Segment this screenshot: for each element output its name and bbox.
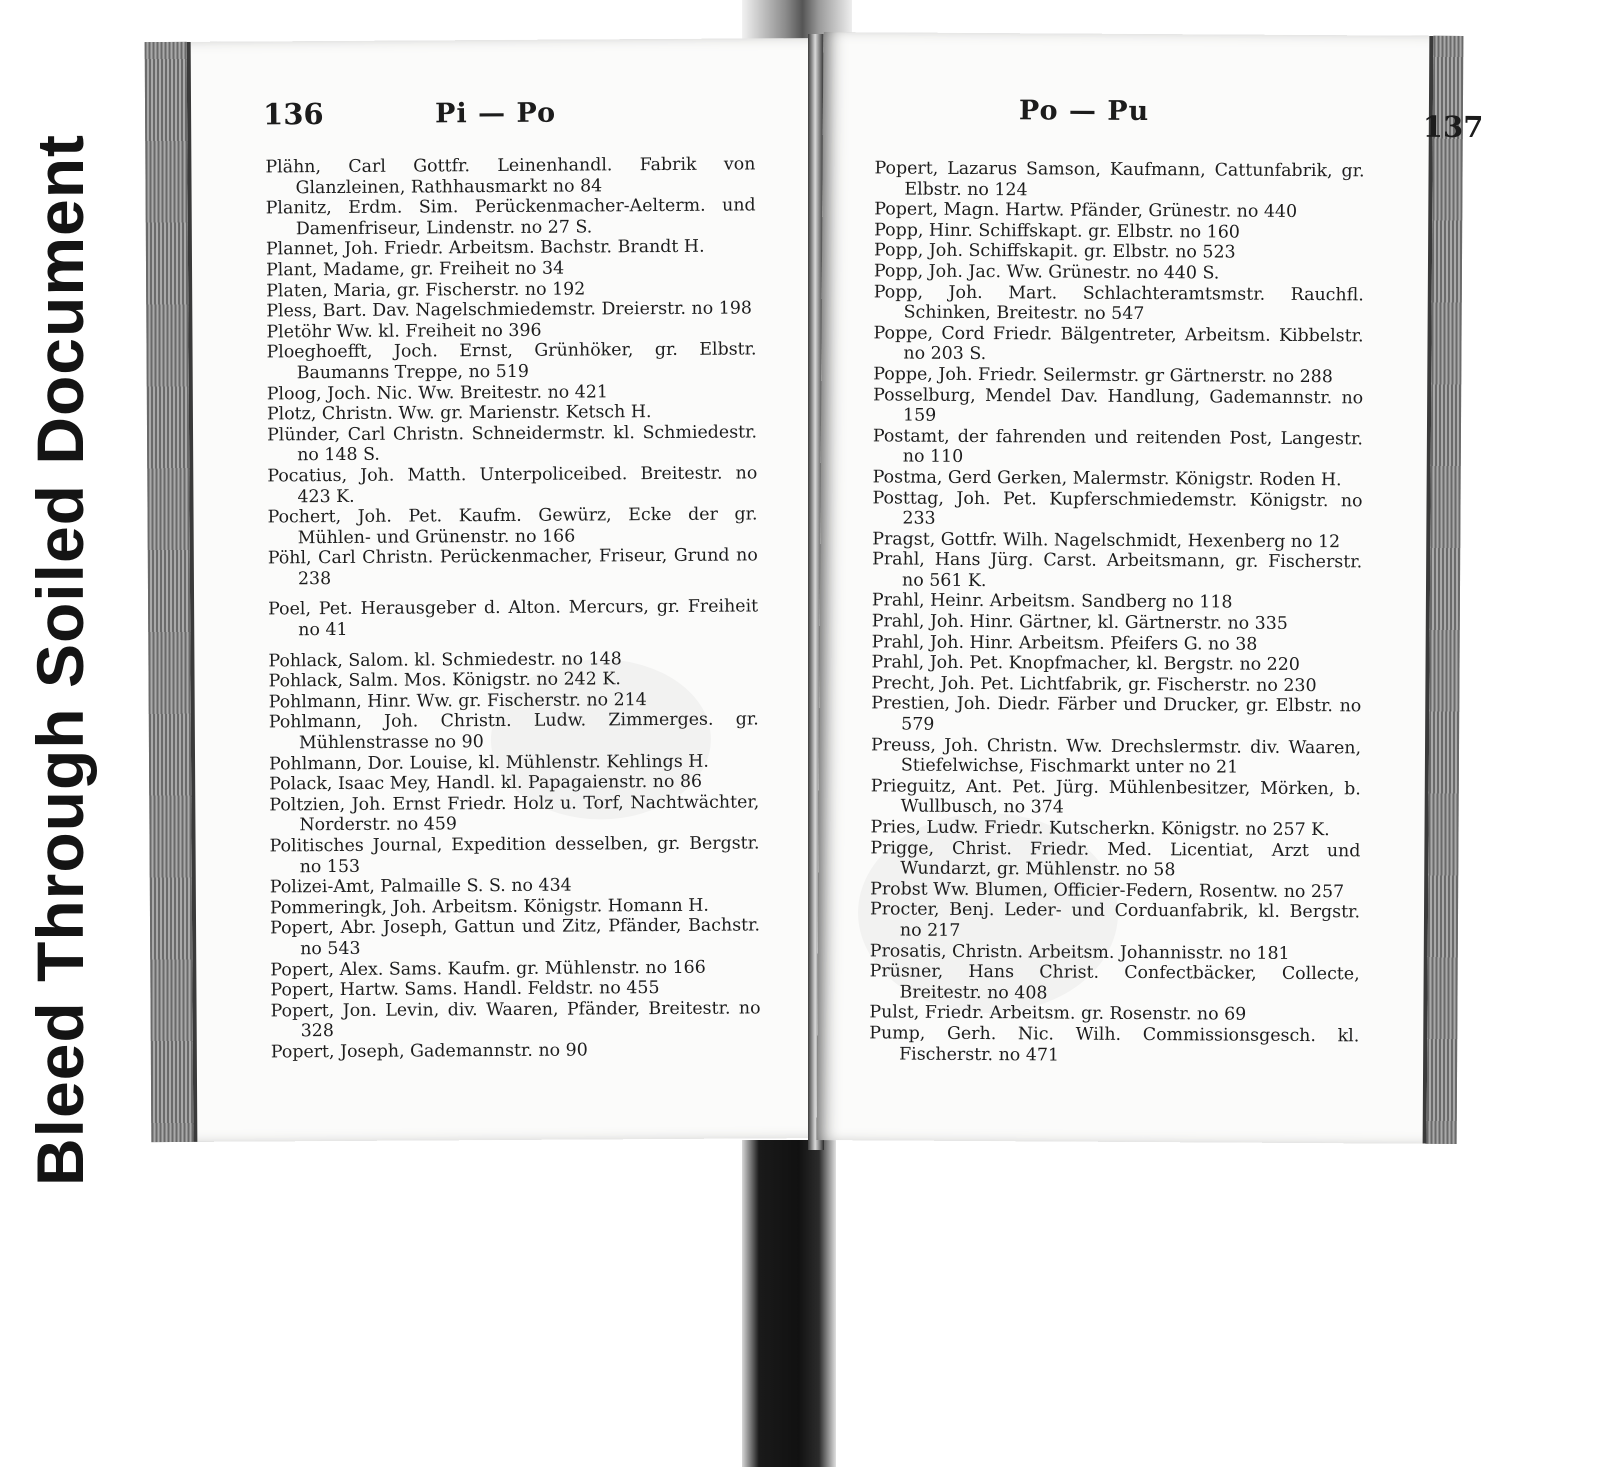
directory-entry: Pöhl, Carl Christn. Perückenmacher, Friseur, Grund no 238 xyxy=(267,545,758,590)
directory-entry: Probst Ww. Blumen, Officier-Federn, Rosentw. no 257 xyxy=(870,879,1345,903)
directory-entry: Plünder, Carl Christn. Schneidermstr. kl. Schmiedestr. no 148 S. xyxy=(266,422,758,466)
directory-entry: Posttag, Joh. Pet. Kupferschmiedemstr. Königstr. no 233 xyxy=(872,487,1363,529)
directory-entry: Pohlack, Salm. Mos. Königstr. no 242 K. xyxy=(268,669,621,692)
directory-entry: Pries, Ludw. Friedr. Kutscherkn. Königstr. no 257 K. xyxy=(870,817,1330,841)
left-entry-list xyxy=(265,154,761,1063)
left-page xyxy=(145,38,854,1142)
directory-entry: Planitz, Erdm. Sim. Perückenmacher-Aelterm. und Damenfriseur, Lindenstr. no 27 S. xyxy=(265,195,756,240)
directory-entry: Popert, Lazarus Samson, Kaufmann, Cattunfabrik, gr. Elbstr. no 124 xyxy=(874,158,1365,200)
directory-entry: Pulst, Friedr. Arbeitsm. gr. Rosenstr. no 69 xyxy=(869,1002,1247,1026)
right-page-range: Po — Pu xyxy=(1018,95,1150,128)
directory-entry: Posselburg, Mendel Dav. Handlung, Gademannstr. no 159 xyxy=(873,384,1364,426)
directory-entry: Prahl, Joh. Hinr. Arbeitsm. Pfeifers G. no 38 xyxy=(871,632,1258,655)
condition-label-text: Bleed Through Soiled Document xyxy=(23,133,97,1187)
scanner-strip-bottom xyxy=(742,1140,836,1467)
directory-entry: Pommeringk, Joh. Arbeitsm. Königstr. Homann H. xyxy=(269,895,709,919)
directory-entry: Prigge, Christ. Friedr. Med. Licentiat, Arzt und Wundarzt, gr. Mühlenstr. no 58 xyxy=(870,837,1361,881)
right-page-number: 137 xyxy=(1422,109,1484,145)
left-page-range: Pi — Po xyxy=(434,97,557,130)
directory-entry: Popert, Hartw. Sams. Handl. Feldstr. no 455 xyxy=(270,978,660,1001)
left-page-edge xyxy=(145,42,194,1142)
directory-entry: Prahl, Joh. Hinr. Gärtner, kl. Gärtnerstr. no 335 xyxy=(871,611,1288,634)
right-page-edge xyxy=(1427,36,1464,1144)
directory-entry: Prieguitz, Ant. Pet. Jürg. Mühlenbesitzer, Mörken, b. Wullbusch, no 374 xyxy=(870,776,1361,818)
directory-entry: Polack, Isaac Mey, Handl. kl. Papagaienstr. no 86 xyxy=(269,771,703,795)
directory-entry: Pochert, Joh. Pet. Kaufm. Gewürz, Ecke der gr. Mühlen- und Grünenstr. no 166 xyxy=(267,504,758,548)
directory-entry: Precht, Joh. Pet. Lichtfabrik, gr. Fischerstr. no 230 xyxy=(871,673,1317,696)
directory-entry: Poltzien, Joh. Ernst Friedr. Holz u. Torf, Nachtwächter, Norderstr. no 459 xyxy=(269,792,760,836)
directory-entry: Postma, Gerd Gerken, Malermstr. Königstr. Roden H. xyxy=(872,467,1342,491)
directory-entry: Poel, Pet. Herausgeber d. Alton. Mercurs, gr. Freiheit no 41 xyxy=(268,596,759,641)
right-page-header xyxy=(823,88,1484,145)
directory-entry: Polizei-Amt, Palmaille S. S. no 434 xyxy=(269,875,572,898)
directory-entry: Plant, Madame, gr. Freiheit no 34 xyxy=(265,258,565,281)
directory-entry: Postamt, der fahrenden und reitenden Post, Langestr. no 110 xyxy=(872,426,1363,468)
directory-entry: Pohlmann, Dor. Louise, kl. Mühlenstr. Kehlings H. xyxy=(268,751,710,775)
directory-entry: Popert, Abr. Joseph, Gattun und Zitz, Pfänder, Bachstr. no 543 xyxy=(270,915,761,960)
directory-entry: Popp, Joh. Mart. Schlachteramtsmstr. Rauchfl. Schinken, Breitestr. no 547 xyxy=(873,281,1364,325)
directory-entry: Pohlmann, Joh. Christn. Ludw. Zimmerges. gr. Mühlenstrasse no 90 xyxy=(268,709,759,754)
directory-entry: Plähn, Carl Gottfr. Leinenhandl. Fabrik von Glanzleinen, Rathhausmarkt no 84 xyxy=(265,154,756,198)
directory-entry: Procter, Benj. Leder- und Corduanfabrik, kl. Bergstr. no 217 xyxy=(869,899,1361,941)
directory-entry: Pump, Gerh. Nic. Wilh. Commissionsgesch. kl. Fischerstr. no 471 xyxy=(869,1023,1360,1066)
right-entry-list xyxy=(869,158,1365,1067)
directory-entry: Poppe, Cord Friedr. Bälgentreter, Arbeitsm. Kibbelstr. no 203 S. xyxy=(873,323,1364,365)
directory-entry: Popert, Alex. Sams. Kaufm. gr. Mühlenstr. no 166 xyxy=(270,957,706,980)
directory-entry: Platen, Maria, gr. Fischerstr. no 192 xyxy=(266,279,586,301)
right-page xyxy=(817,32,1484,1144)
directory-entry: Prüsner, Hans Christ. Confectbäcker, Collecte, Breitestr. no 408 xyxy=(869,961,1360,1004)
directory-entry: Prosatis, Christn. Arbeitsm. Johannisstr. no 181 xyxy=(869,940,1290,964)
directory-entry: Prahl, Joh. Pet. Knopfmacher, kl. Bergstr. no 220 xyxy=(871,652,1300,676)
directory-entry: Prahl, Heinr. Arbeitsm. Sandberg no 118 xyxy=(871,590,1233,614)
directory-entry: Popp, Joh. Jac. Ww. Grünestr. no 440 S. xyxy=(873,261,1220,284)
left-page-number: 136 xyxy=(262,97,324,132)
directory-entry: Pragst, Gottfr. Wilh. Nagelschmidt, Hexenberg no 12 xyxy=(872,529,1341,552)
directory-entry: Prestien, Joh. Diedr. Färber und Drucker, gr. Elbstr. no 579 xyxy=(871,693,1362,735)
left-page-header xyxy=(187,94,847,138)
directory-entry: Plotz, Christn. Ww. gr. Marienstr. Ketsch H. xyxy=(266,402,652,425)
open-book xyxy=(148,24,1484,1144)
directory-entry: Popp, Joh. Schiffskapit. gr. Elbstr. no 523 xyxy=(873,240,1236,263)
directory-entry: Preuss, Joh. Christn. Ww. Drechslermstr. div. Waaren, Stiefelwichse, Fischmarkt unter no 21 xyxy=(870,734,1362,778)
condition-label xyxy=(2,70,118,1187)
directory-entry: Poppe, Joh. Friedr. Seilermstr. gr Gärtnerstr. no 288 xyxy=(873,364,1333,388)
directory-entry: Pocatius, Joh. Matth. Unterpoliceibed. Breitestr. no 423 K. xyxy=(267,463,758,507)
directory-entry: Pohlmann, Hinr. Ww. gr. Fischerstr. no 214 xyxy=(268,689,647,713)
directory-entry: Popp, Hinr. Schiffskapt. gr. Elbstr. no 160 xyxy=(874,220,1240,243)
directory-entry: Ploeghoefft, Joch. Ernst, Grünhöker, gr. Elbstr. Baumanns Treppe, no 519 xyxy=(266,339,757,384)
directory-entry: Politisches Journal, Expedition desselben, gr. Bergstr. no 153 xyxy=(269,833,760,877)
directory-entry: Pohlack, Salom. kl. Schmiedestr. no 148 xyxy=(268,648,622,672)
directory-entry: Popert, Magn. Hartw. Pfänder, Grünestr. no 440 xyxy=(874,199,1298,223)
directory-entry: Pless, Bart. Dav. Nagelschmiedemstr. Dreierstr. no 198 xyxy=(266,298,752,322)
directory-entry: Popert, Jon. Levin, div. Waaren, Pfänder, Breitestr. no 328 xyxy=(270,998,761,1042)
directory-entry: Popert, Joseph, Gademannstr. no 90 xyxy=(270,1040,588,1063)
directory-entry: Pletöhr Ww. kl. Freiheit no 396 xyxy=(266,320,542,343)
directory-entry: Plannet, Joh. Friedr. Arbeitsm. Bachstr. Brandt H. xyxy=(265,237,705,260)
directory-entry: Prahl, Hans Jürg. Carst. Arbeitsmann, gr. Fischerstr. no 561 K. xyxy=(872,549,1363,591)
directory-entry: Ploog, Joch. Nic. Ww. Breitestr. no 421 xyxy=(266,381,609,404)
